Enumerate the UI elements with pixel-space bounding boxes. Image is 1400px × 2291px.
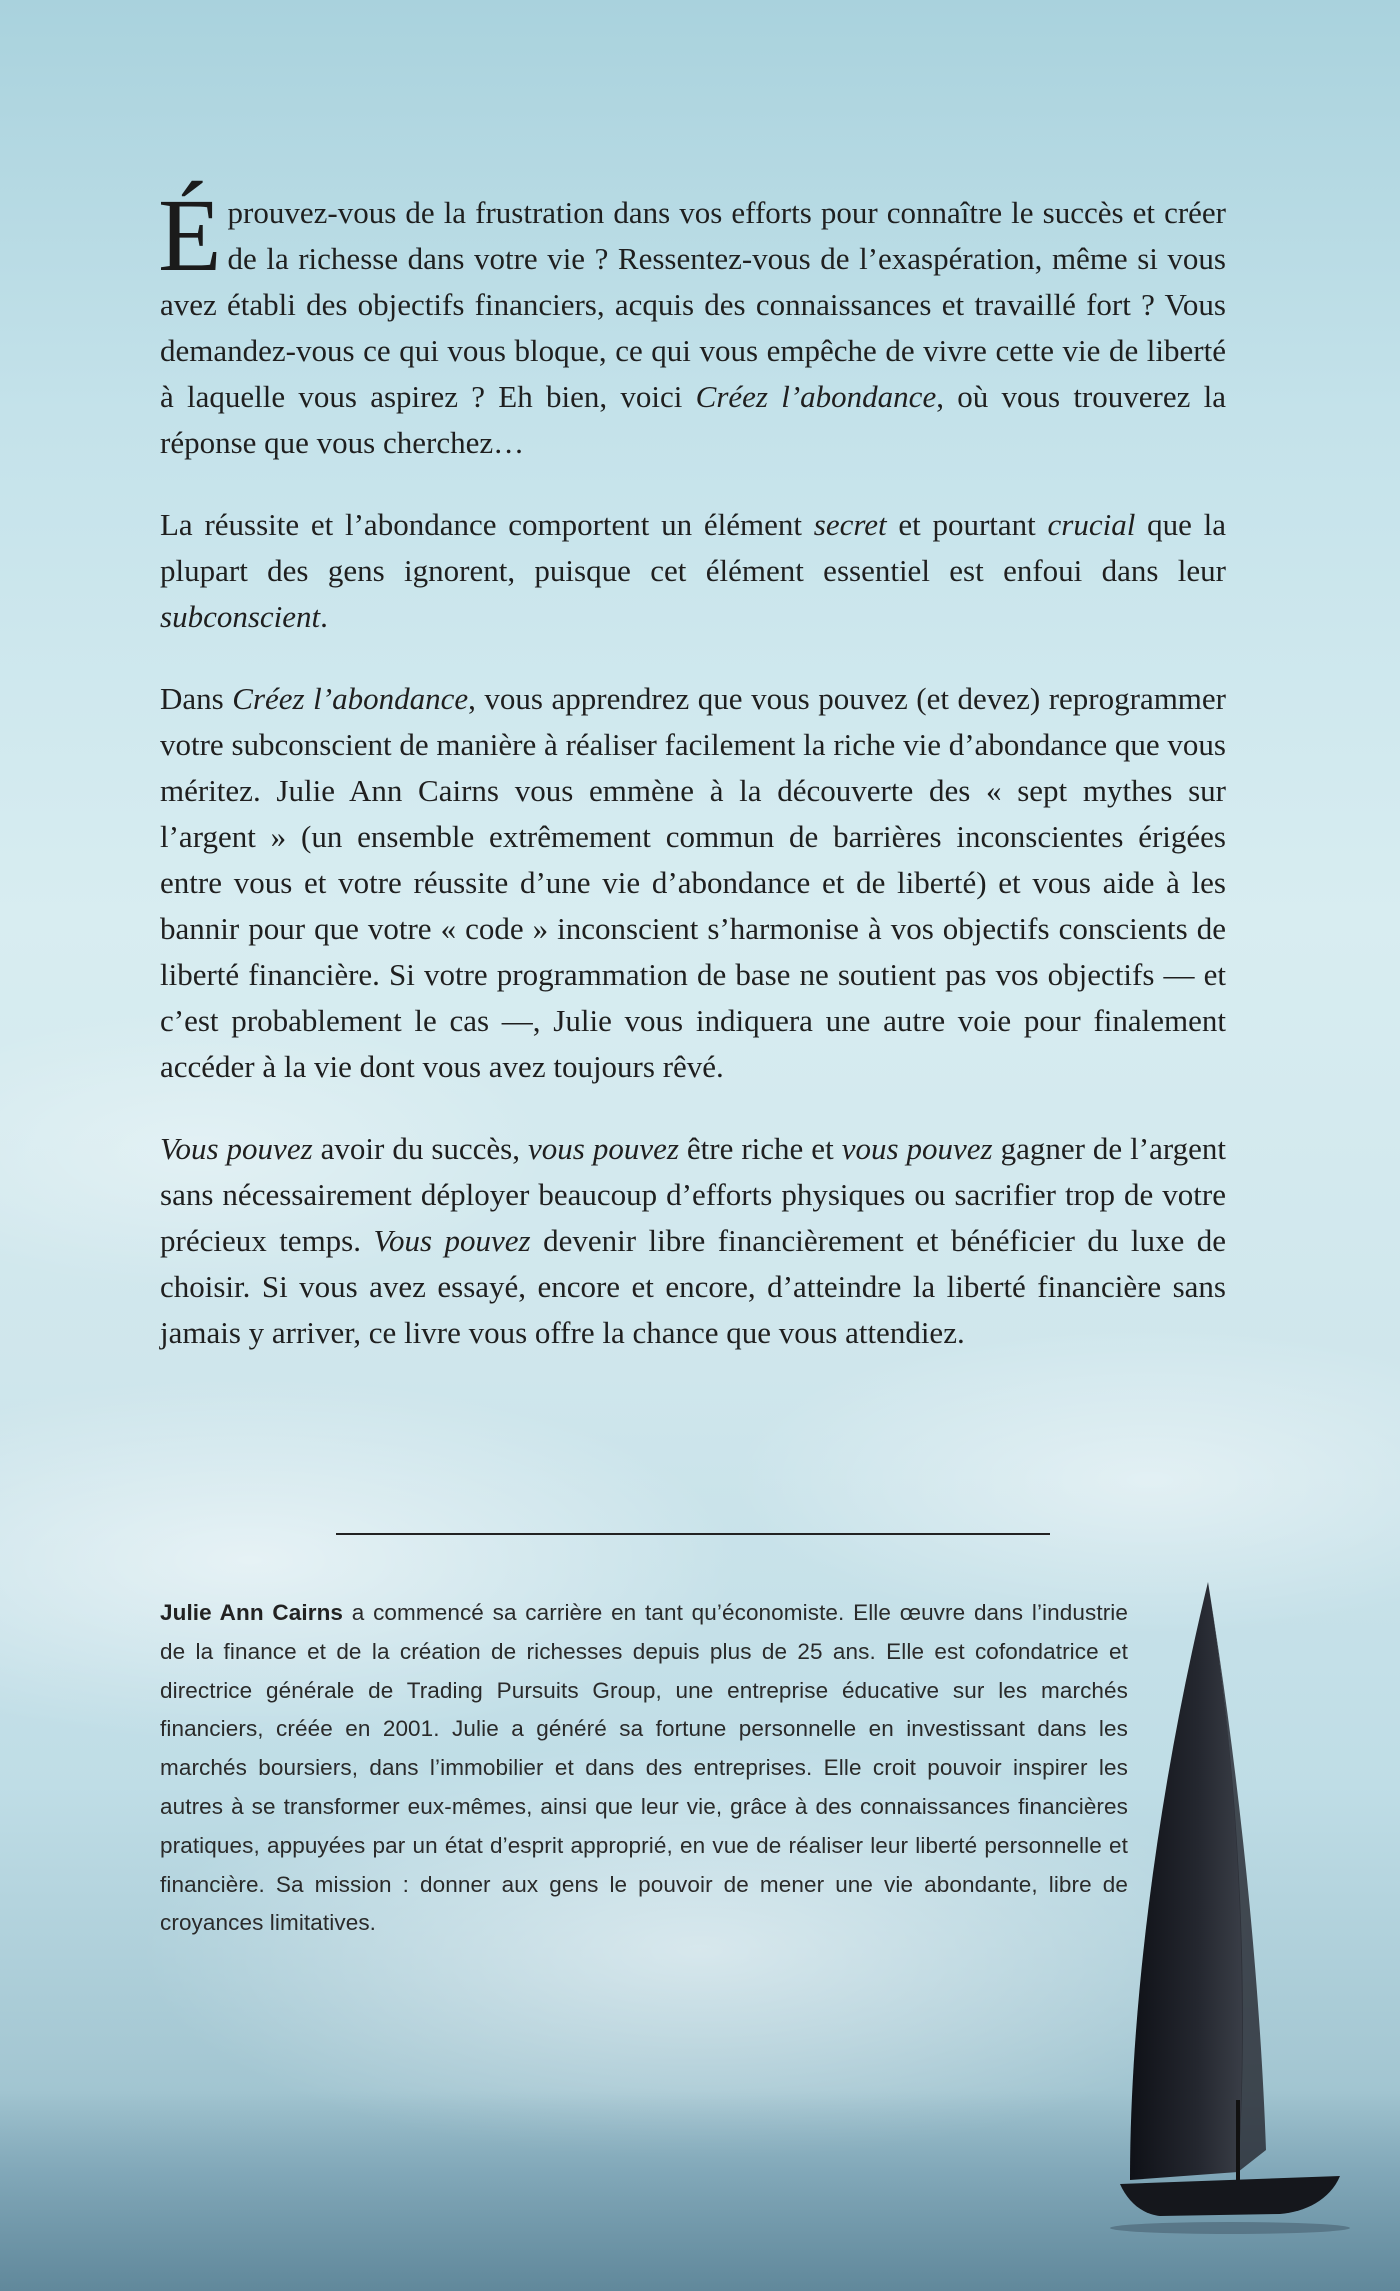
para3-text-2: , vous apprendrez que vous pouvez (et devez) reprogrammer votre subconscient de manière à réaliser facilement la riche vie d’abondance que vous méritez. Julie Ann Cairns vous emmène à la découverte des « sept mythes sur l’argent » (un ensemble extrêmement commun de barrières inconscientes érigées entre vous et votre réussite d’une vie d’abondance et de liberté) et vous aide à les bannir pour que votre « code » inconscient s’harmonise à vos objectifs conscients de liberté financière. Si votre programmation de base ne soutient pas vos objectifs — et c’est probablement le cas —, Julie vous indiquera une autre voie pour finalement accéder à la vie dont vous avez toujours rêvé.	[160, 681, 1227, 1084]
intro-text-a: prouvez-vous de la frustration dans vos efforts pour connaître le succès et créer de la richesse dans votre vie ? Ressentez-vous de l’exaspération, même si vous avez établi des objectifs financiers, acquis des connaissances et travaillé fort ? Vous demandez-vous ce qui vous bloque, ce qui vous empêche de vivre cette vie de liberté à laquelle vous aspirez ? Eh bien, voici	[160, 195, 1226, 414]
para2-em-subconscient: subconscient	[160, 599, 321, 634]
para4-text-4: devenir libre financièrement et bénéficier du luxe de choisir. Si vous avez essayé, encore et encore, d’atteindre la liberté financière sans jamais y arriver, ce livre vous offre la chance que vous attendiez.	[160, 1223, 1226, 1350]
intro-text-b: , où vous trouverez la réponse que vous cherchez…	[160, 379, 1226, 460]
boat-reflection	[1110, 2222, 1350, 2234]
para4-text-1: avoir du succès,	[312, 1131, 528, 1166]
author-bio	[160, 1594, 1128, 1943]
sailboat-illustration	[1090, 1580, 1390, 2240]
hull-shape	[1120, 2176, 1340, 2216]
para2-em-crucial: crucial	[1047, 507, 1136, 542]
para4-em-4: Vous pouvez	[373, 1223, 531, 1258]
paragraph-reprogram	[160, 676, 1226, 1090]
para2-text-3: que la plupart des gens ignorent, puisque cet élément essentiel est enfoui dans leur	[160, 507, 1226, 588]
author-bio-text: a commencé sa carrière en tant qu’économiste. Elle œuvre dans l’industrie de la finance et de la création de richesses depuis plus de 25 ans. Elle est cofondatrice et directrice générale de Trading Pursuits Group, une entreprise éducative sur les marchés financiers, créée en 2001. Julie a généré sa fortune personnelle en investissant dans les marchés boursiers, dans l’immobilier et dans des entreprises. Elle croit pouvoir inspirer les autres à se transformer eux-mêmes, ainsi que leur vie, grâce à des connaissances financières pratiques, appuyées par un état d’esprit approprié, en vue de réaliser leur liberté personnelle et financière. Sa mission : donner aux gens le pouvoir de mener une vie abondante, libre de croyances limitatives.	[160, 1600, 1128, 1936]
book-title: Créez l’abondance	[695, 379, 937, 414]
drop-cap: É	[158, 178, 222, 293]
para4-em-1: Vous pouvez	[160, 1131, 313, 1166]
para4-em-2: vous pouvez	[528, 1131, 679, 1166]
blurb	[158, 178, 1227, 1356]
intro-paragraph	[158, 178, 1226, 466]
para4-text-3: gagner de l’argent sans nécessairement déployer beaucoup d’efforts physiques ou sacrifier trop de votre précieux temps.	[160, 1131, 1227, 1258]
paragraph-secret	[160, 502, 1226, 640]
para4-text-2: être riche et	[678, 1131, 842, 1166]
sail-shape	[1130, 1582, 1243, 2180]
mast-shape	[1236, 2100, 1240, 2180]
para2-em-secret: secret	[813, 507, 887, 542]
author-name: Julie Ann Cairns	[160, 1600, 344, 1625]
para3-text-1: Dans	[160, 681, 233, 716]
para2-text-1: La réussite et l’abondance comportent un élément	[160, 507, 814, 542]
para3-book-title: Créez l’abondance	[232, 681, 469, 716]
para4-em-3: vous pouvez	[841, 1131, 993, 1166]
section-divider	[336, 1533, 1050, 1535]
para2-text-4: .	[320, 599, 328, 634]
para2-text-2: et pourtant	[886, 507, 1048, 542]
paragraph-vous-pouvez	[160, 1126, 1226, 1356]
